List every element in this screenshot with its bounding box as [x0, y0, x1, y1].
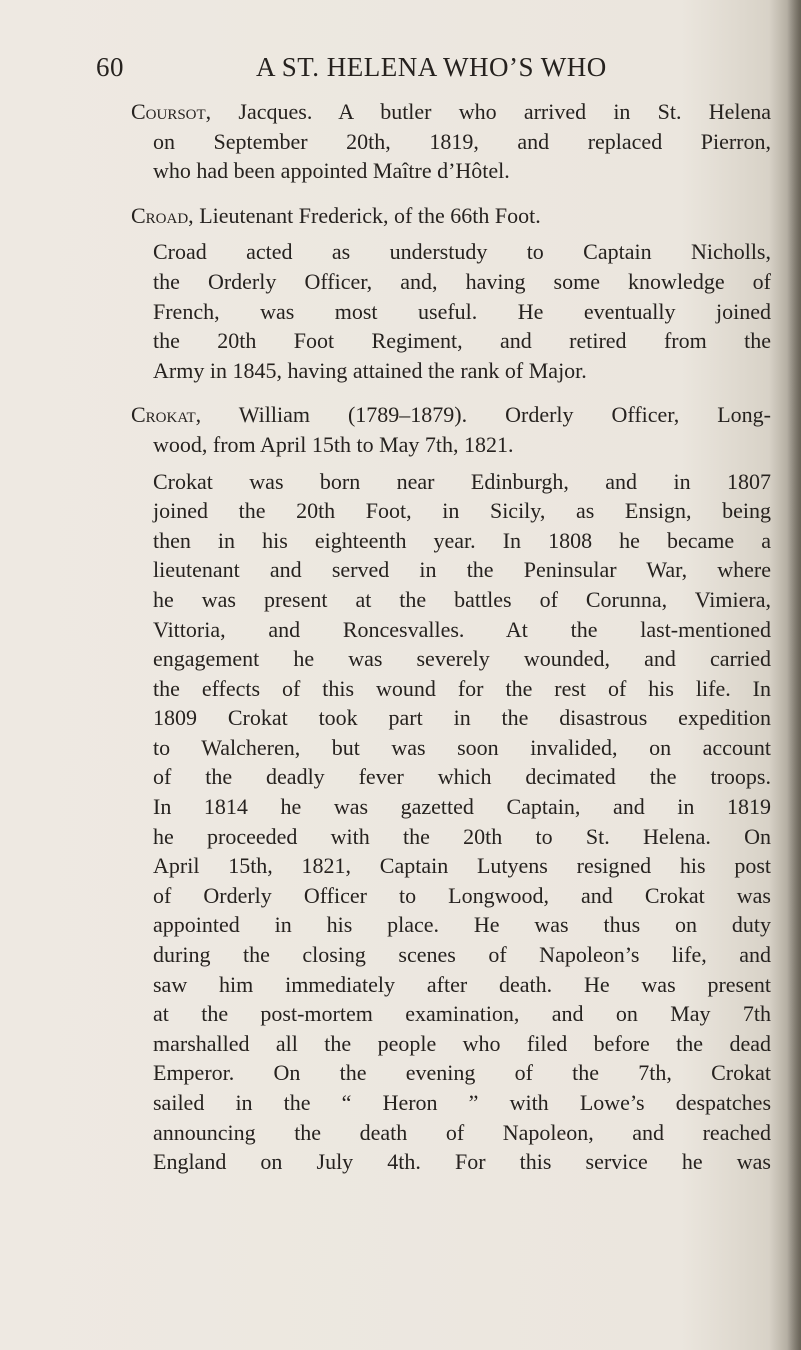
- entry-crokat: [131, 400, 771, 1176]
- running-title: A ST. HELENA WHO’S WHO: [256, 52, 607, 82]
- paragraph-line: England on July 4th. For this service he was: [153, 1149, 771, 1175]
- page-body: [131, 97, 771, 1192]
- paragraph-line: then in his eighteenth year. In 1808 he became a: [153, 527, 771, 553]
- paragraph-line: French, was most useful. He eventually joined: [153, 298, 771, 324]
- paragraph-line: of the deadly fever which decimated the troops.: [153, 764, 771, 790]
- entry-line-text: William (1789–1879). Orderly Officer, Long-: [201, 402, 771, 428]
- paragraph-line: Crokat was born near Edinburgh, and in 1807: [153, 468, 771, 494]
- entry-line-text: wood, from April 15th to May 7th, 1821.: [153, 431, 514, 457]
- paragraph-line: the Orderly Officer, and, having some knowledge of: [153, 268, 771, 294]
- paragraph-line: saw him immediately after death. He was present: [153, 971, 771, 997]
- entry-paragraph: [131, 237, 771, 385]
- paragraph-line: Army in 1845, having attained the rank of Major.: [153, 357, 587, 383]
- entry-line: [131, 156, 771, 186]
- entry-headword: Coursot,: [131, 99, 212, 124]
- paragraph-line: Emperor. On the evening of the 7th, Crokat: [153, 1060, 771, 1086]
- paragraph-line: to Walcheren, but was soon invalided, on account: [153, 734, 771, 760]
- entry-line: [131, 430, 771, 460]
- paragraph-line: Croad acted as understudy to Captain Nicholls,: [153, 239, 771, 265]
- entry-line: [131, 400, 771, 430]
- page-edge-shadow: [787, 0, 801, 1350]
- paragraph-line: of Orderly Officer to Longwood, and Crokat was: [153, 882, 771, 908]
- paragraph-line: the 20th Foot Regiment, and retired from the: [153, 328, 771, 354]
- paragraph-line: joined the 20th Foot, in Sicily, as Ensign, being: [153, 498, 771, 524]
- paragraph-line: sailed in the “ Heron ” with Lowe’s despatches: [153, 1090, 771, 1115]
- paragraph-line: appointed in his place. He was thus on duty: [153, 912, 771, 938]
- paragraph-line: he was present at the battles of Corunna, Vimiera,: [153, 586, 771, 612]
- entry-line-text: Jacques. A butler who arrived in St. Helena: [211, 99, 771, 124]
- paragraph-line: April 15th, 1821, Captain Lutyens resigned his post: [153, 853, 771, 879]
- paragraph-line: marshalled all the people who filed before the dead: [153, 1030, 771, 1056]
- paragraph-line: at the post-mortem examination, and on May 7th: [153, 1001, 771, 1027]
- paragraph-line: In 1814 he was gazetted Captain, and in 1819: [153, 794, 771, 820]
- paragraph-line: the effects of this wound for the rest of his life. In: [153, 675, 771, 701]
- entry-headword: Croad,: [131, 202, 194, 228]
- entry-croad: [131, 201, 771, 386]
- paragraph-line: announcing the death of Napoleon, and reached: [153, 1119, 771, 1145]
- page-header: [96, 52, 736, 92]
- paragraph-line: lieutenant and served in the Peninsular War, where: [153, 557, 771, 583]
- entry-line-text: who had been appointed Maître d’Hôtel.: [153, 158, 510, 184]
- paragraph-line: Vittoria, and Roncesvalles. At the last-mentioned: [153, 616, 771, 642]
- entry-line: [131, 127, 771, 157]
- entry-coursot: [131, 97, 771, 186]
- page-number: 60: [96, 52, 124, 82]
- paragraph-line: during the closing scenes of Napoleon’s life, and: [153, 942, 771, 968]
- entry-line-text: Lieutenant Frederick, of the 66th Foot.: [193, 202, 541, 228]
- paragraph-line: 1809 Crokat took part in the disastrous expedition: [153, 705, 771, 731]
- entry-line: [131, 201, 771, 231]
- paragraph-line: he proceeded with the 20th to St. Helena. On: [153, 823, 771, 849]
- entry-paragraph: [131, 467, 771, 1177]
- paragraph-line: engagement he was severely wounded, and carried: [153, 646, 771, 672]
- entry-headword: Crokat,: [131, 402, 202, 428]
- entry-line-text: on September 20th, 1819, and replaced Pierron,: [153, 128, 771, 154]
- entry-line: [131, 97, 771, 127]
